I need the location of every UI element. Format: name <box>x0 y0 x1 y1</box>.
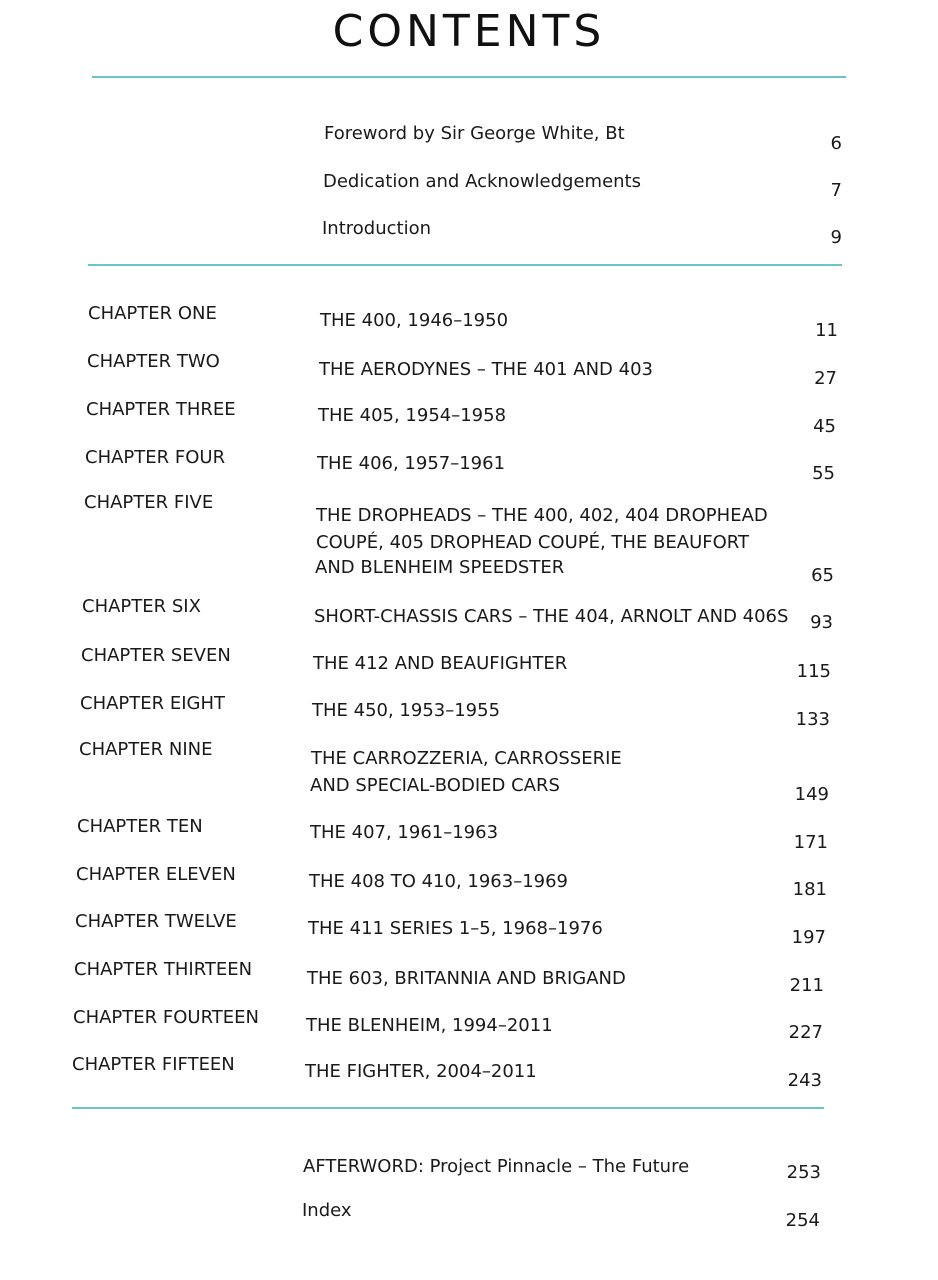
chapter-title: THE 450, 1953–1955 <box>312 700 501 721</box>
chapter-label: CHAPTER TWELVE <box>75 911 237 932</box>
chapter-page: 65 <box>811 565 834 586</box>
chapter-label: CHAPTER TWO <box>87 351 220 372</box>
chapter-page: 45 <box>813 416 836 437</box>
front-matter-page: 7 <box>830 180 842 201</box>
front-matter-page: 9 <box>830 227 842 248</box>
chapter-page: 227 <box>788 1022 823 1043</box>
chapter-page: 93 <box>810 612 833 633</box>
chapter-page: 171 <box>793 832 828 853</box>
chapter-label: CHAPTER SIX <box>82 596 201 617</box>
chapter-title: THE 603, BRITANNIA AND BRIGAND <box>307 968 626 989</box>
front-matter-label: Foreword by Sir George White, Bt <box>324 123 625 144</box>
back-matter-label: Index <box>302 1200 352 1221</box>
chapter-page: 133 <box>795 709 830 730</box>
chapter-title: THE 405, 1954–1958 <box>318 405 507 426</box>
chapter-title-line: AND BLENHEIM SPEEDSTER <box>315 557 565 578</box>
chapter-page: 11 <box>815 320 838 341</box>
chapter-title: THE 406, 1957–1961 <box>317 453 506 474</box>
chapter-page: 55 <box>812 463 835 484</box>
page-title: CONTENTS <box>332 6 606 57</box>
front-matter-label: Introduction <box>322 218 432 239</box>
chapter-title: THE 407, 1961–1963 <box>310 822 499 843</box>
chapter-title-line: THE DROPHEADS – THE 400, 402, 404 DROPHEAD <box>316 505 768 526</box>
chapter-label: CHAPTER ELEVEN <box>76 864 236 885</box>
chapter-title: THE FIGHTER, 2004–2011 <box>305 1061 537 1082</box>
chapter-title: THE 412 AND BEAUFIGHTER <box>313 653 568 674</box>
divider-top <box>92 76 846 78</box>
back-matter-label: AFTERWORD: Project Pinnacle – The Future <box>303 1156 690 1177</box>
chapter-title: SHORT-CHASSIS CARS – THE 404, ARNOLT AND 406S <box>314 606 789 627</box>
chapter-label: CHAPTER FIFTEEN <box>72 1054 235 1075</box>
divider-bottom <box>72 1107 824 1109</box>
chapter-title: THE AERODYNES – THE 401 AND 403 <box>319 359 653 380</box>
chapter-page: 27 <box>814 368 837 389</box>
chapter-label: CHAPTER TEN <box>77 816 203 837</box>
chapter-title: THE 411 SERIES 1–5, 1968–1976 <box>308 918 603 939</box>
chapter-page: 115 <box>796 661 831 682</box>
chapter-title: THE 400, 1946–1950 <box>320 310 509 331</box>
chapter-label: CHAPTER THREE <box>86 399 236 420</box>
chapter-label: CHAPTER SEVEN <box>81 645 231 666</box>
chapter-title: THE BLENHEIM, 1994–2011 <box>306 1015 553 1036</box>
divider-middle <box>88 264 842 266</box>
back-matter-page: 254 <box>785 1210 820 1231</box>
chapter-label: CHAPTER EIGHT <box>80 693 226 714</box>
chapter-title-line: AND SPECIAL-BODIED CARS <box>310 775 560 796</box>
chapter-label: CHAPTER THIRTEEN <box>74 959 253 980</box>
chapter-title-line: THE CARROZZERIA, CARROSSERIE <box>311 748 622 769</box>
chapter-title-line: COUPÉ, 405 DROPHEAD COUPÉ, THE BEAUFORT <box>316 532 749 553</box>
chapter-page: 243 <box>787 1070 822 1091</box>
front-matter-label: Dedication and Acknowledgements <box>323 171 641 192</box>
chapter-label: CHAPTER ONE <box>88 303 217 324</box>
back-matter-page: 253 <box>786 1162 821 1183</box>
chapter-label: CHAPTER FIVE <box>84 492 214 513</box>
chapter-page: 211 <box>789 975 824 996</box>
chapter-label: CHAPTER NINE <box>79 739 213 760</box>
chapter-title: THE 408 TO 410, 1963–1969 <box>309 871 569 892</box>
chapter-label: CHAPTER FOURTEEN <box>73 1007 259 1028</box>
front-matter-page: 6 <box>830 133 842 154</box>
chapter-page: 149 <box>794 784 829 805</box>
chapter-page: 197 <box>791 927 826 948</box>
chapter-label: CHAPTER FOUR <box>85 447 226 468</box>
chapter-page: 181 <box>792 879 827 900</box>
